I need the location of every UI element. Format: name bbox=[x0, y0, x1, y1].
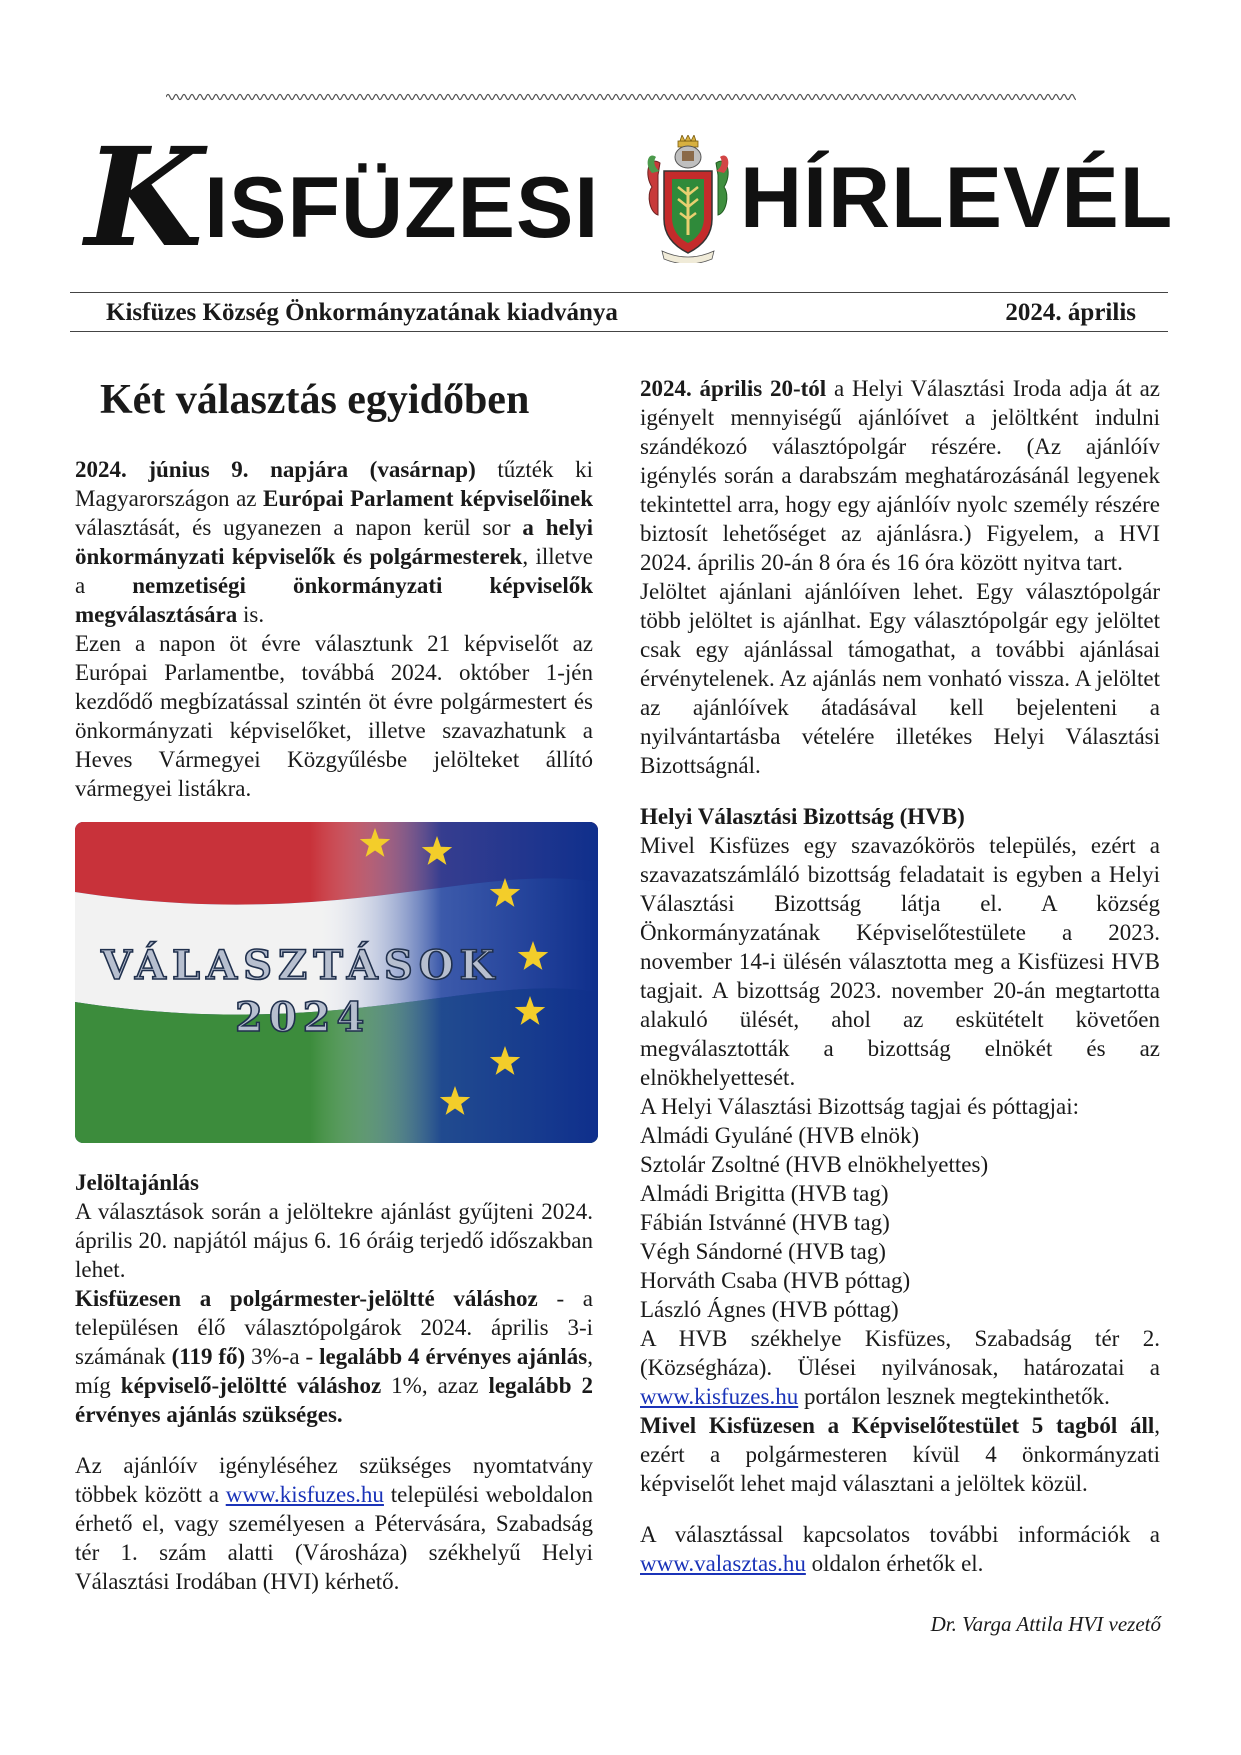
valasztas-link[interactable]: www.valasztas.hu bbox=[640, 1551, 806, 1576]
member-item: Fábián Istvánné (HVB tag) bbox=[640, 1210, 890, 1235]
masthead-initial: K bbox=[85, 118, 205, 278]
council-paragraph bbox=[640, 1411, 1160, 1498]
intro-date: 2024. június 9. napjára (vasárnap) bbox=[75, 457, 476, 482]
hvb-heading: Helyi Választási Bizottság (HVB) bbox=[640, 804, 965, 829]
member-item: Almádi Gyuláné (HVB elnök) bbox=[640, 1123, 920, 1148]
issue-date: 2024. április bbox=[1005, 299, 1136, 326]
member-item: Végh Sándorné (HVB tag) bbox=[640, 1239, 886, 1264]
coat-of-arms-icon bbox=[642, 135, 734, 263]
nomination-forms-paragraph bbox=[640, 374, 1160, 577]
publisher-subtitle: Kisfüzes Község Önkormányzatának kiadványa bbox=[106, 299, 618, 326]
intro-text-2: választását, és ugyanezen a napon kerül sor bbox=[75, 515, 523, 540]
member-item: Almádi Brigitta (HVB tag) bbox=[640, 1181, 889, 1206]
member-item: Sztolár Zsoltné (HVB elnökhelyettes) bbox=[640, 1152, 989, 1177]
decorative-wavy-line bbox=[166, 90, 1076, 104]
intro-paragraph-2: Ezen a napon öt évre választunk 21 képviselőt az Európai Parlamentbe, továbbá 2024. október 1-jén kezdődő megbízatással szintén öt évre polgármestert és önkormányzati képviselőket, illetve szavazhatunk a Heves Vármegyei Közgyűlésbe jelölteket állító vármegyei listákra. bbox=[75, 631, 593, 801]
intro-text-1: tűzték ki Magyarországon az bbox=[75, 457, 593, 511]
mayor-t9: legalább 2 érvényes ajánlás szükséges. bbox=[75, 1373, 594, 1427]
council-t1: Mivel Kisfüzesen a Képviselőtestület 5 tagból áll bbox=[640, 1413, 1155, 1438]
article-headline: Két választás egyidőben bbox=[100, 377, 530, 423]
intro-paragraph bbox=[75, 455, 593, 629]
nomination-paragraph: A választások során a jelöltekre ajánlást gyűjteni 2024. április 20. napjától május 6. 16 óráig terjedő időszakban lehet. bbox=[75, 1199, 593, 1282]
p1-text: a Helyi Választási Iroda adja át az igényelt mennyiségű ajánlóívet a jelöltként indulni szándékozó választópolgár részére. (Az ajánlóív igénylés során a darabszám meghatározásánál legyenek tekintettel arra, hogy egy ajánlóív nyolc személy részére biztosít lehetőséget az ajánlásra.) Figyelem, a HVI 2024. április 20-án 8 óra és 16 óra között nyitva tart. bbox=[640, 376, 1160, 575]
form-t1: Az ajánlóív igényléséhez szükséges nyomtatvány többek között a bbox=[75, 1453, 593, 1507]
intro-minority-reps: nemzetiségi önkormányzati képviselők megválasztására bbox=[75, 573, 593, 627]
info-t2: oldalon érhetők el. bbox=[805, 1551, 984, 1576]
elections-2024-image bbox=[75, 822, 598, 1143]
mayor-t2: - a településen élő választópolgárok 2024. április 3-i számának bbox=[75, 1286, 594, 1369]
mayor-t7: képviselő-jelöltté váláshoz bbox=[120, 1373, 382, 1398]
kisfuzes-link[interactable]: www.kisfuzes.hu bbox=[225, 1482, 384, 1507]
masthead bbox=[80, 118, 1174, 278]
form-request-paragraph bbox=[75, 1451, 593, 1596]
intro-ep-members: Európai Parlament képviselőinek bbox=[263, 486, 593, 511]
kisfuzes-portal-link[interactable]: www.kisfuzes.hu bbox=[640, 1384, 799, 1409]
mayor-threshold-paragraph bbox=[75, 1284, 593, 1429]
mayor-t5: legalább 4 érvényes ajánlás bbox=[319, 1344, 588, 1369]
seat-t1: A HVB székhelye Kisfüzes, Szabadság tér 2. (Községháza). Ülései nyilvánosak, határozatai a bbox=[640, 1326, 1160, 1380]
masthead-rule-bottom bbox=[70, 331, 1168, 332]
members-intro: A Helyi Választási Bizottság tagjai és póttagjai: bbox=[640, 1094, 1080, 1119]
info-t1: A választással kapcsolatos további információk a bbox=[640, 1522, 1160, 1547]
nomination-heading: Jelöltajánlás bbox=[75, 1170, 199, 1195]
intro-local-reps: a helyi önkormányzati képviselők és polgármesterek bbox=[75, 515, 593, 569]
more-info-paragraph bbox=[640, 1520, 1160, 1578]
mayor-t6: , míg bbox=[75, 1344, 593, 1398]
masthead-title-left-rest: ISFÜZESI bbox=[204, 160, 600, 256]
member-item: László Ágnes (HVB póttag) bbox=[640, 1297, 899, 1322]
mayor-t4: 3%-a - bbox=[245, 1344, 320, 1369]
image-caption-word: VÁLASZTÁSOK bbox=[101, 942, 501, 989]
council-t2: , ezért a polgármesteren kívül 4 önkormányzati képviselőt lehet majd választani a jelöltek közül. bbox=[640, 1413, 1160, 1496]
p1-date: 2024. április 20-tól bbox=[640, 376, 827, 401]
mayor-t1: Kisfüzesen a polgármester-jelöltté váláshoz bbox=[75, 1286, 538, 1311]
intro-text-3: , illetve a bbox=[75, 544, 593, 598]
image-caption-year: 2024 bbox=[235, 994, 371, 1041]
nomination-rules-paragraph: Jelöltet ajánlani ajánlóíven lehet. Egy választópolgár több jelöltet is ajánlhat. Egy választópolgár egy jelöltet csak egy ajánlással támogathat, a további ajánlásai érvénytelenek. Az ajánlás nem vonható vissza. A jelöltet az ajánlóívek átadásával kell bejelenteni a nyilvántartásba vételére illetékes Helyi Választási Bizottságnál. bbox=[640, 579, 1160, 778]
right-column bbox=[640, 374, 1160, 1578]
masthead-title-left bbox=[85, 118, 600, 278]
seat-t2: portálon lesznek megtekinthetők. bbox=[798, 1384, 1110, 1409]
intro-text-4: is. bbox=[237, 602, 265, 627]
left-column bbox=[75, 455, 593, 803]
masthead-title-right: HÍRLEVÉL bbox=[740, 150, 1174, 246]
left-column-bottom bbox=[75, 1168, 593, 1596]
members-list bbox=[640, 1121, 1160, 1324]
masthead-rule-top bbox=[70, 292, 1168, 293]
member-item: Horváth Csaba (HVB póttag) bbox=[640, 1268, 911, 1293]
author-signature: Dr. Varga Attila HVI vezető bbox=[930, 1612, 1161, 1636]
hvb-seat-paragraph bbox=[640, 1324, 1160, 1411]
mayor-t3: (119 fő) bbox=[171, 1344, 246, 1369]
hvb-paragraph: Mivel Kisfüzes egy szavazókörös település, ezért a szavazatszámláló bizottság feladatait is egyben a Helyi Választási Bizottság látja el. A község Önkormányzatának Képviselőtestülete a 2023. november 14-i ülésén választotta meg a Kisfüzesi HVB tagjait. A bizottság 2023. november 20-án megtartotta alakuló ülését, ahol az eskütételt követően megválasztották a bizottság elnökét és az elnökhelyettesét. bbox=[640, 833, 1160, 1090]
form-t2: települési weboldalon érhető el, vagy személyesen a Pétervására, Szabadság tér 1. szám alatti (Városháza) székhelyű Helyi Választási Irodában (HVI) kérhető. bbox=[75, 1482, 593, 1594]
subtitle-bar bbox=[106, 299, 1136, 327]
mayor-t8: 1%, azaz bbox=[381, 1373, 489, 1398]
